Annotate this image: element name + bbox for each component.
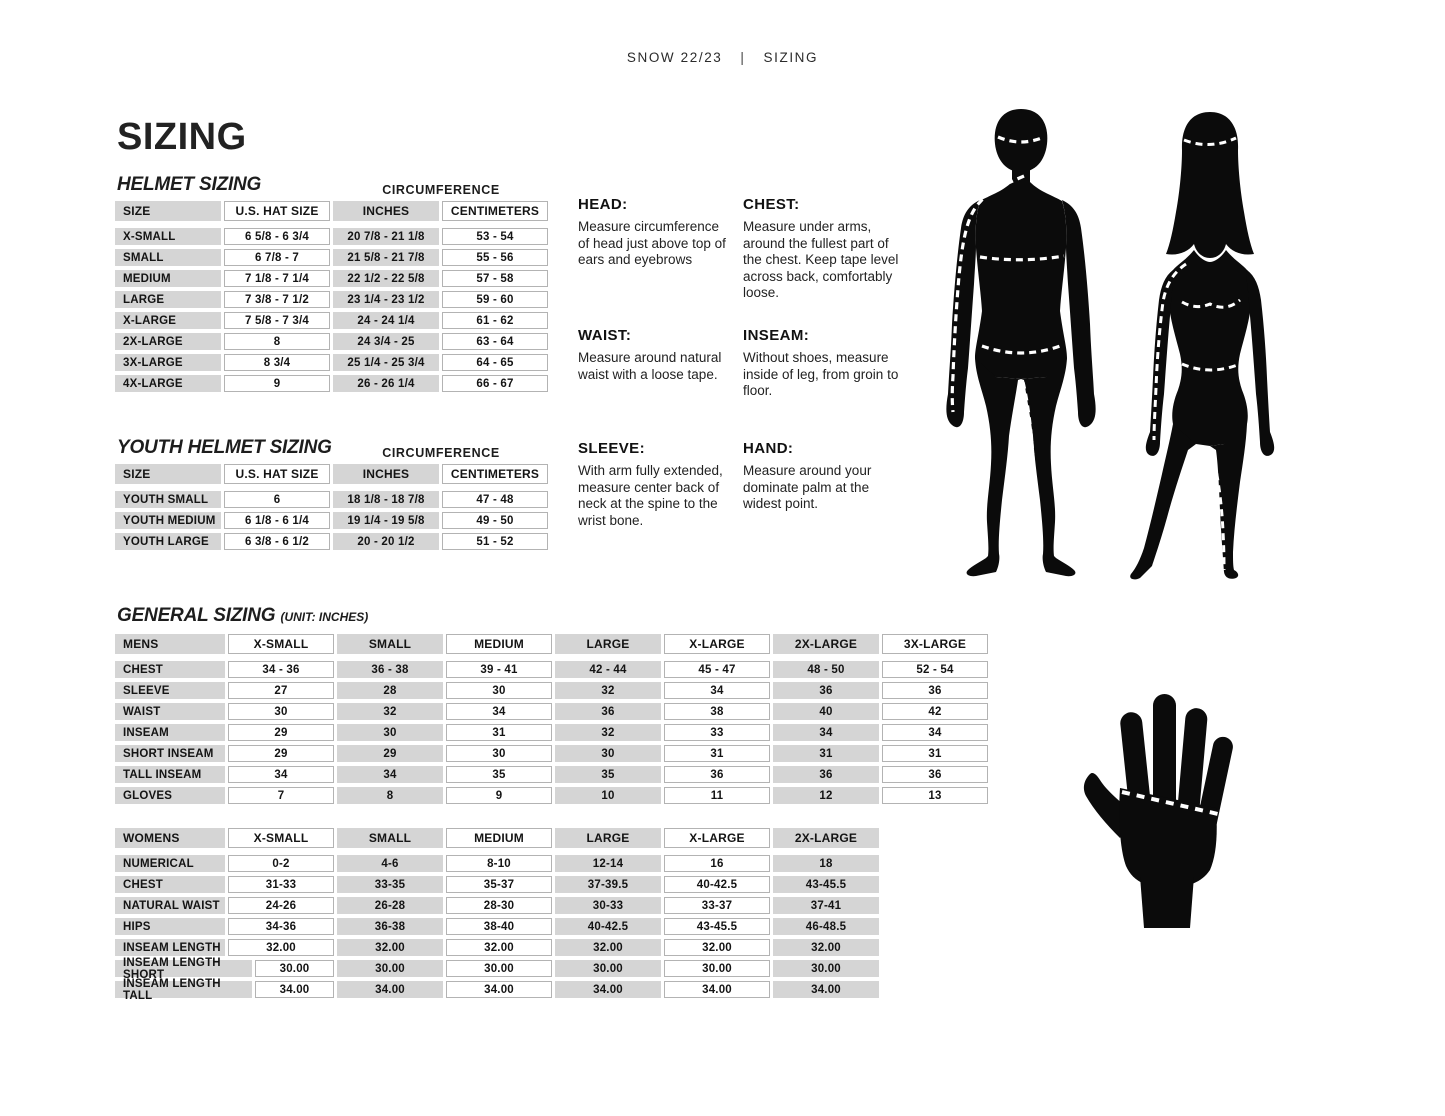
table-row: [115, 270, 548, 287]
value-cell: 30.00: [664, 960, 770, 977]
value-cell: 34.00: [255, 981, 334, 998]
value-cell: 22 1/2 - 22 5/8: [333, 270, 439, 287]
value-cell: 48 - 50: [773, 661, 879, 678]
value-cell: 30: [446, 682, 552, 699]
youth-circumference-label: CIRCUMFERENCE: [382, 446, 500, 460]
value-cell: 36: [882, 766, 988, 783]
table-row: [115, 661, 988, 678]
general-sizing-title-text: GENERAL SIZING: [117, 605, 276, 626]
column-header: 2X-LARGE: [773, 828, 879, 848]
value-cell: 55 - 56: [442, 249, 548, 266]
value-cell: 30.00: [255, 960, 334, 977]
value-cell: 30: [555, 745, 661, 762]
value-cell: 34.00: [555, 981, 661, 998]
row-label: YOUTH MEDIUM: [115, 512, 221, 529]
value-cell: 29: [228, 745, 334, 762]
row-label: CHEST: [115, 661, 225, 678]
value-cell: 9: [224, 375, 330, 392]
row-label: TALL INSEAM: [115, 766, 225, 783]
helmet-circumference-label: CIRCUMFERENCE: [382, 183, 500, 197]
value-cell: 34: [882, 724, 988, 741]
value-cell: 24 3/4 - 25: [333, 333, 439, 350]
value-cell: 37-41: [773, 897, 879, 914]
hand-silhouette: [1076, 686, 1254, 928]
guide-inseam-body: Without shoes, measure inside of leg, from groin to floor.: [743, 350, 899, 398]
value-cell: 28: [337, 682, 443, 699]
row-label: 2X-LARGE: [115, 333, 221, 350]
value-cell: 34 - 36: [228, 661, 334, 678]
value-cell: 61 - 62: [442, 312, 548, 329]
value-cell: 36: [773, 682, 879, 699]
column-header: SIZE: [115, 464, 221, 484]
male-body-silhouette: [936, 106, 1106, 578]
table-row: [115, 897, 879, 914]
table-header-row: [115, 828, 879, 848]
table-row: [115, 703, 988, 720]
value-cell: 34: [773, 724, 879, 741]
column-header: 3X-LARGE: [882, 634, 988, 654]
column-header: SMALL: [337, 828, 443, 848]
row-label: WAIST: [115, 703, 225, 720]
value-cell: 34.00: [446, 981, 552, 998]
column-header: U.S. HAT SIZE: [224, 201, 330, 221]
row-label: X-LARGE: [115, 312, 221, 329]
youth-helmet-sizing-title: YOUTH HELMET SIZING: [117, 437, 332, 458]
value-cell: 33-37: [664, 897, 770, 914]
value-cell: 36: [882, 682, 988, 699]
value-cell: 57 - 58: [442, 270, 548, 287]
column-header: X-LARGE: [664, 828, 770, 848]
value-cell: 42 - 44: [555, 661, 661, 678]
value-cell: 33: [664, 724, 770, 741]
section-label: SIZING: [763, 50, 819, 65]
value-cell: 11: [664, 787, 770, 804]
value-cell: 39 - 41: [446, 661, 552, 678]
value-cell: 36: [555, 703, 661, 720]
value-cell: 6 3/8 - 6 1/2: [224, 533, 330, 550]
table-row: [115, 745, 988, 762]
value-cell: 6: [224, 491, 330, 508]
value-cell: 43-45.5: [773, 876, 879, 893]
row-label: INSEAM LENGTH TALL: [115, 981, 252, 998]
general-sizing-unit-label: (UNIT: INCHES): [280, 610, 369, 624]
column-header: MEDIUM: [446, 634, 552, 654]
column-header: MENS: [115, 634, 225, 654]
table-row: [115, 333, 548, 350]
column-header: CENTIMETERS: [442, 201, 548, 221]
youth-helmet-sizing-table: [115, 464, 548, 554]
value-cell: 32.00: [228, 939, 334, 956]
row-label: SHORT INSEAM: [115, 745, 225, 762]
value-cell: 32: [555, 682, 661, 699]
value-cell: 34: [337, 766, 443, 783]
value-cell: 30: [337, 724, 443, 741]
column-header: LARGE: [555, 828, 661, 848]
value-cell: 8-10: [446, 855, 552, 872]
table-row: [115, 249, 548, 266]
value-cell: 7 5/8 - 7 3/4: [224, 312, 330, 329]
table-row: [115, 491, 548, 508]
column-header: SMALL: [337, 634, 443, 654]
value-cell: 46-48.5: [773, 918, 879, 935]
value-cell: 32.00: [446, 939, 552, 956]
value-cell: 7: [228, 787, 334, 804]
value-cell: 4-6: [337, 855, 443, 872]
row-label: X-SMALL: [115, 228, 221, 245]
value-cell: 34: [664, 682, 770, 699]
column-header: WOMENS: [115, 828, 225, 848]
value-cell: 31-33: [228, 876, 334, 893]
table-header-row: [115, 464, 548, 484]
column-header: CENTIMETERS: [442, 464, 548, 484]
table-row: [115, 291, 548, 308]
helmet-sizing-table: [115, 201, 548, 396]
value-cell: 33-35: [337, 876, 443, 893]
value-cell: 49 - 50: [442, 512, 548, 529]
guide-hand: [743, 440, 908, 513]
value-cell: 45 - 47: [664, 661, 770, 678]
table-row: [115, 228, 548, 245]
value-cell: 12-14: [555, 855, 661, 872]
value-cell: 9: [446, 787, 552, 804]
value-cell: 35-37: [446, 876, 552, 893]
value-cell: 19 1/4 - 19 5/8: [333, 512, 439, 529]
table-row: [115, 766, 988, 783]
helmet-sizing-title: HELMET SIZING: [117, 174, 262, 195]
guide-head: [578, 196, 728, 269]
value-cell: 34: [228, 766, 334, 783]
value-cell: 31: [446, 724, 552, 741]
table-header-row: [115, 201, 548, 221]
value-cell: 28-30: [446, 897, 552, 914]
value-cell: 34.00: [337, 981, 443, 998]
value-cell: 36: [664, 766, 770, 783]
value-cell: 30-33: [555, 897, 661, 914]
value-cell: 52 - 54: [882, 661, 988, 678]
table-row: [115, 956, 879, 981]
value-cell: 7 3/8 - 7 1/2: [224, 291, 330, 308]
header-divider: |: [740, 50, 746, 65]
table-header-row: [115, 634, 988, 654]
value-cell: 32.00: [664, 939, 770, 956]
row-label: CHEST: [115, 876, 225, 893]
table-row: [115, 787, 988, 804]
value-cell: 25 1/4 - 25 3/4: [333, 354, 439, 371]
value-cell: 37-39.5: [555, 876, 661, 893]
row-label: YOUTH SMALL: [115, 491, 221, 508]
column-header: MEDIUM: [446, 828, 552, 848]
guide-waist: [578, 327, 728, 383]
value-cell: 40: [773, 703, 879, 720]
value-cell: 26-28: [337, 897, 443, 914]
page-title: SIZING: [117, 116, 247, 158]
guide-head-title: HEAD:: [578, 196, 628, 213]
table-row: [115, 375, 548, 392]
value-cell: 24-26: [228, 897, 334, 914]
value-cell: 10: [555, 787, 661, 804]
column-header: 2X-LARGE: [773, 634, 879, 654]
value-cell: 30.00: [446, 960, 552, 977]
value-cell: 30.00: [337, 960, 443, 977]
value-cell: 6 1/8 - 6 1/4: [224, 512, 330, 529]
value-cell: 29: [337, 745, 443, 762]
guide-inseam: [743, 327, 908, 400]
guide-waist-title: WAIST:: [578, 327, 632, 344]
value-cell: 21 5/8 - 21 7/8: [333, 249, 439, 266]
value-cell: 64 - 65: [442, 354, 548, 371]
value-cell: 38-40: [446, 918, 552, 935]
guide-chest-title: CHEST:: [743, 196, 800, 213]
column-header: INCHES: [333, 201, 439, 221]
catalog-label: SNOW 22/23: [626, 50, 723, 65]
row-label: INSEAM: [115, 724, 225, 741]
guide-chest: [743, 196, 908, 302]
value-cell: 30: [446, 745, 552, 762]
row-label: HIPS: [115, 918, 225, 935]
guide-hand-title: HAND:: [743, 440, 794, 457]
value-cell: 42: [882, 703, 988, 720]
value-cell: 8 3/4: [224, 354, 330, 371]
page-header: [0, 50, 1445, 65]
value-cell: 32.00: [555, 939, 661, 956]
guide-sleeve-body: With arm fully extended, measure center back of neck at the spine to the wrist bone.: [578, 463, 723, 528]
table-row: [115, 939, 879, 956]
value-cell: 8: [337, 787, 443, 804]
guide-head-body: Measure circumference of head just above top of ears and eyebrows: [578, 219, 726, 267]
row-label: 3X-LARGE: [115, 354, 221, 371]
row-label: NATURAL WAIST: [115, 897, 225, 914]
value-cell: 30.00: [773, 960, 879, 977]
general-sizing-title: [117, 605, 368, 627]
value-cell: 40-42.5: [555, 918, 661, 935]
value-cell: 31: [882, 745, 988, 762]
row-label: 4X-LARGE: [115, 375, 221, 392]
value-cell: 18 1/8 - 18 7/8: [333, 491, 439, 508]
womens-sizing-table: [115, 828, 879, 1002]
value-cell: 20 7/8 - 21 1/8: [333, 228, 439, 245]
table-row: [115, 354, 548, 371]
value-cell: 63 - 64: [442, 333, 548, 350]
value-cell: 6 5/8 - 6 3/4: [224, 228, 330, 245]
value-cell: 32.00: [337, 939, 443, 956]
value-cell: 24 - 24 1/4: [333, 312, 439, 329]
guide-sleeve-title: SLEEVE:: [578, 440, 645, 457]
value-cell: 13: [882, 787, 988, 804]
table-row: [115, 855, 879, 872]
table-row: [115, 682, 988, 699]
female-body-silhouette: [1126, 106, 1294, 584]
value-cell: 12: [773, 787, 879, 804]
value-cell: 23 1/4 - 23 1/2: [333, 291, 439, 308]
row-label: YOUTH LARGE: [115, 533, 221, 550]
value-cell: 6 7/8 - 7: [224, 249, 330, 266]
row-label: NUMERICAL: [115, 855, 225, 872]
row-label: SLEEVE: [115, 682, 225, 699]
value-cell: 30: [228, 703, 334, 720]
mens-sizing-table: [115, 634, 988, 808]
column-header: X-SMALL: [228, 828, 334, 848]
value-cell: 34.00: [664, 981, 770, 998]
value-cell: 36 - 38: [337, 661, 443, 678]
value-cell: 36-38: [337, 918, 443, 935]
value-cell: 31: [664, 745, 770, 762]
guide-chest-body: Measure under arms, around the fullest part of the chest. Keep tape level across back, comfortably loose.: [743, 219, 899, 300]
value-cell: 18: [773, 855, 879, 872]
value-cell: 0-2: [228, 855, 334, 872]
value-cell: 47 - 48: [442, 491, 548, 508]
value-cell: 16: [664, 855, 770, 872]
table-row: [115, 918, 879, 935]
row-label: SMALL: [115, 249, 221, 266]
value-cell: 8: [224, 333, 330, 350]
value-cell: 38: [664, 703, 770, 720]
guide-waist-body: Measure around natural waist with a loose tape.: [578, 350, 722, 382]
value-cell: 32: [555, 724, 661, 741]
value-cell: 31: [773, 745, 879, 762]
row-label: INSEAM LENGTH: [115, 939, 225, 956]
value-cell: 53 - 54: [442, 228, 548, 245]
value-cell: 35: [555, 766, 661, 783]
table-row: [115, 876, 879, 893]
value-cell: 35: [446, 766, 552, 783]
guide-sleeve: [578, 440, 728, 529]
value-cell: 29: [228, 724, 334, 741]
value-cell: 43-45.5: [664, 918, 770, 935]
value-cell: 34.00: [773, 981, 879, 998]
value-cell: 34-36: [228, 918, 334, 935]
value-cell: 7 1/8 - 7 1/4: [224, 270, 330, 287]
table-row: [115, 977, 879, 1002]
value-cell: 66 - 67: [442, 375, 548, 392]
column-header: INCHES: [333, 464, 439, 484]
value-cell: 59 - 60: [442, 291, 548, 308]
column-header: SIZE: [115, 201, 221, 221]
value-cell: 51 - 52: [442, 533, 548, 550]
guide-inseam-title: INSEAM:: [743, 327, 810, 344]
table-row: [115, 512, 548, 529]
value-cell: 32.00: [773, 939, 879, 956]
table-row: [115, 724, 988, 741]
table-row: [115, 312, 548, 329]
value-cell: 26 - 26 1/4: [333, 375, 439, 392]
value-cell: 32: [337, 703, 443, 720]
row-label: MEDIUM: [115, 270, 221, 287]
value-cell: 34: [446, 703, 552, 720]
value-cell: 27: [228, 682, 334, 699]
column-header: X-LARGE: [664, 634, 770, 654]
column-header: X-SMALL: [228, 634, 334, 654]
column-header: LARGE: [555, 634, 661, 654]
value-cell: 30.00: [555, 960, 661, 977]
value-cell: 20 - 20 1/2: [333, 533, 439, 550]
row-label: INSEAM LENGTH SHORT: [115, 960, 252, 977]
row-label: LARGE: [115, 291, 221, 308]
value-cell: 36: [773, 766, 879, 783]
row-label: GLOVES: [115, 787, 225, 804]
column-header: U.S. HAT SIZE: [224, 464, 330, 484]
table-row: [115, 533, 548, 550]
guide-hand-body: Measure around your dominate palm at the widest point.: [743, 463, 872, 511]
value-cell: 40-42.5: [664, 876, 770, 893]
